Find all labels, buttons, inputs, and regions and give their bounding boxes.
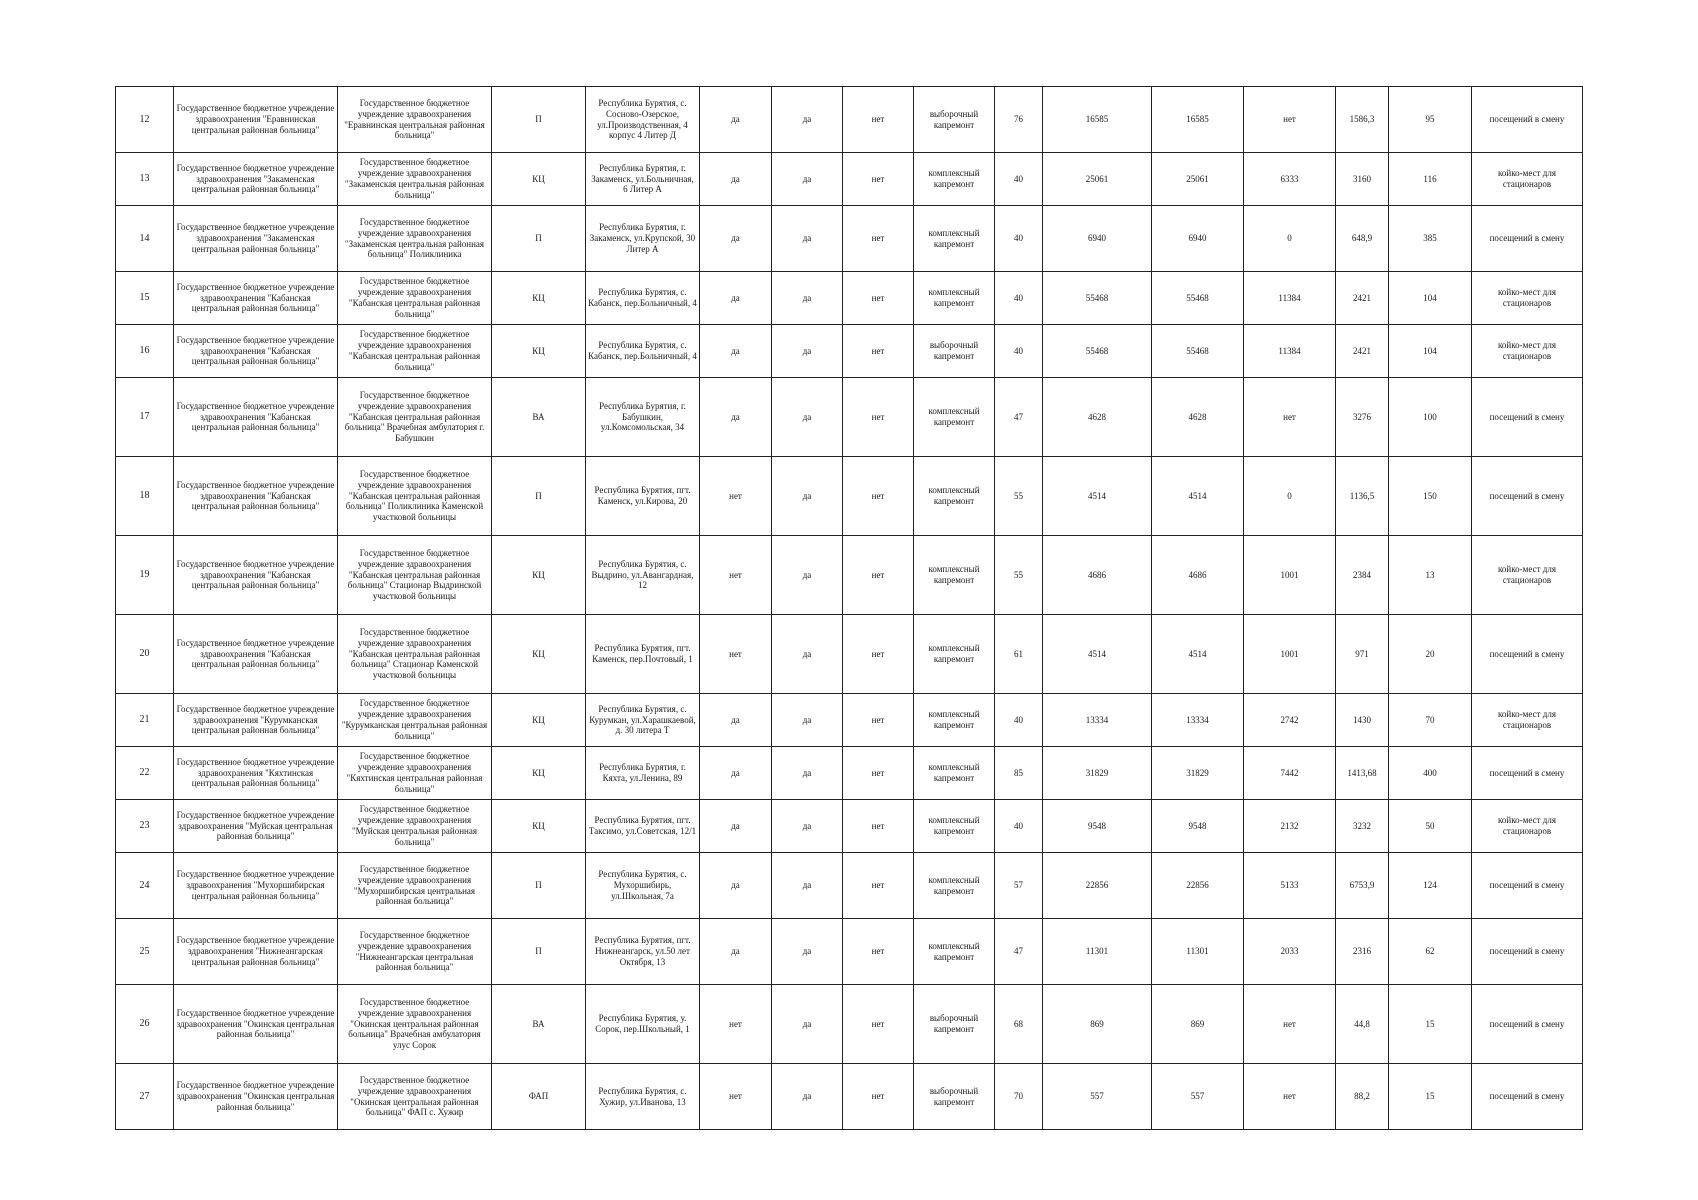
cell-c2: да — [772, 536, 843, 615]
cell-c1: да — [700, 747, 772, 800]
cell-wear: 40 — [995, 272, 1043, 325]
cell-address: Республика Бурятия, с. Сосново-Озерское, ул.Производственная, 4 корпус 4 Литер Д — [586, 87, 700, 153]
cell-address: Республика Бурятия, с. Выдрино, ул.Авангардная, 12 — [586, 536, 700, 615]
table-body — [116, 87, 1583, 1130]
cell-facility: Государственное бюджетное учреждение здравоохранения "Кабанская центральная районная больница" — [338, 272, 492, 325]
cell-v1: 9548 — [1043, 800, 1152, 853]
cell-facility: Государственное бюджетное учреждение здравоохранения "Кяхтинская центральная районная больница" — [338, 747, 492, 800]
cell-facility: Государственное бюджетное учреждение здравоохранения "Кабанская центральная районная больница" Поликлиника Каменской участковой больницы — [338, 457, 492, 536]
table-row — [116, 1064, 1583, 1130]
cell-c2: да — [772, 800, 843, 853]
cell-area: 648,9 — [1336, 206, 1389, 272]
cell-v1: 22856 — [1043, 853, 1152, 919]
cell-v1: 55468 — [1043, 325, 1152, 378]
table-row — [116, 694, 1583, 747]
cell-c1: да — [700, 206, 772, 272]
cell-no: 13 — [116, 153, 174, 206]
table-row — [116, 615, 1583, 694]
table-row — [116, 536, 1583, 615]
cell-address: Республика Бурятия, г. Кяхта, ул.Ленина, 89 — [586, 747, 700, 800]
cell-work: комплексный капремонт — [914, 536, 995, 615]
cell-v1: 869 — [1043, 985, 1152, 1064]
table-row — [116, 985, 1583, 1064]
cell-c1: да — [700, 378, 772, 457]
cell-holder: Государственное бюджетное учреждение здравоохранения "Мухоршибирская центральная районная больница" — [174, 853, 338, 919]
cell-v3: 11384 — [1244, 325, 1336, 378]
cell-cap: 15 — [1389, 985, 1472, 1064]
cell-holder: Государственное бюджетное учреждение здравоохранения "Нижнеангарская центральная районная больница" — [174, 919, 338, 985]
cell-c3: нет — [843, 694, 914, 747]
table-row — [116, 153, 1583, 206]
cell-v2: 6940 — [1152, 206, 1244, 272]
cell-v2: 11301 — [1152, 919, 1244, 985]
table-row — [116, 378, 1583, 457]
cell-type: ФАП — [492, 1064, 586, 1130]
cell-c2: да — [772, 153, 843, 206]
cell-v2: 31829 — [1152, 747, 1244, 800]
cell-facility: Государственное бюджетное учреждение здравоохранения "Курумканская центральная районная больница" — [338, 694, 492, 747]
cell-c2: да — [772, 1064, 843, 1130]
cell-area: 6753,9 — [1336, 853, 1389, 919]
cell-cap: 70 — [1389, 694, 1472, 747]
cell-type: КЦ — [492, 747, 586, 800]
cell-facility: Государственное бюджетное учреждение здравоохранения "Еравнинская центральная районная больница" — [338, 87, 492, 153]
cell-work: выборочный капремонт — [914, 87, 995, 153]
cell-wear: 55 — [995, 536, 1043, 615]
cell-v3: 2742 — [1244, 694, 1336, 747]
cell-c1: да — [700, 87, 772, 153]
cell-facility: Государственное бюджетное учреждение здравоохранения "Закаменская центральная районная больница" — [338, 153, 492, 206]
cell-no: 24 — [116, 853, 174, 919]
cell-address: Республика Бурятия, с. Кабанск, пер.Больничный, 4 — [586, 325, 700, 378]
cell-c3: нет — [843, 206, 914, 272]
table-row — [116, 272, 1583, 325]
cell-c1: да — [700, 153, 772, 206]
cell-c2: да — [772, 985, 843, 1064]
cell-facility: Государственное бюджетное учреждение здравоохранения "Кабанская центральная районная больница" Стационар Каменской участковой больницы — [338, 615, 492, 694]
cell-v2: 4514 — [1152, 457, 1244, 536]
cell-v1: 11301 — [1043, 919, 1152, 985]
cell-v2: 4686 — [1152, 536, 1244, 615]
cell-work: выборочный капремонт — [914, 985, 995, 1064]
table-row — [116, 800, 1583, 853]
cell-c3: нет — [843, 536, 914, 615]
cell-work: комплексный капремонт — [914, 153, 995, 206]
cell-v1: 557 — [1043, 1064, 1152, 1130]
cell-wear: 55 — [995, 457, 1043, 536]
cell-v3: нет — [1244, 1064, 1336, 1130]
cell-wear: 68 — [995, 985, 1043, 1064]
cell-no: 12 — [116, 87, 174, 153]
cell-type: КЦ — [492, 325, 586, 378]
cell-c2: да — [772, 919, 843, 985]
cell-v1: 6940 — [1043, 206, 1152, 272]
cell-address: Республика Бурятия, г. Закаменск, ул.Больничная, 6 Литер А — [586, 153, 700, 206]
cell-holder: Государственное бюджетное учреждение здравоохранения "Кабанская центральная районная больница" — [174, 378, 338, 457]
cell-area: 1430 — [1336, 694, 1389, 747]
cell-holder: Государственное бюджетное учреждение здравоохранения "Кабанская центральная районная больница" — [174, 536, 338, 615]
cell-type: КЦ — [492, 800, 586, 853]
cell-address: Республика Бурятия, пгт. Каменск, ул.Кирова, 20 — [586, 457, 700, 536]
cell-unit: посещений в смену — [1472, 378, 1583, 457]
cell-c1: нет — [700, 536, 772, 615]
cell-address: Республика Бурятия, с. Кабанск, пер.Больничный, 4 — [586, 272, 700, 325]
cell-c1: нет — [700, 615, 772, 694]
cell-facility: Государственное бюджетное учреждение здравоохранения "Нижнеангарская центральная районная больница" — [338, 919, 492, 985]
cell-unit: посещений в смену — [1472, 87, 1583, 153]
cell-c3: нет — [843, 272, 914, 325]
cell-unit: койко-мест для стационаров — [1472, 153, 1583, 206]
cell-v1: 4514 — [1043, 615, 1152, 694]
cell-cap: 104 — [1389, 272, 1472, 325]
cell-no: 16 — [116, 325, 174, 378]
cell-type: П — [492, 853, 586, 919]
cell-v2: 557 — [1152, 1064, 1244, 1130]
cell-wear: 85 — [995, 747, 1043, 800]
cell-v3: 11384 — [1244, 272, 1336, 325]
cell-wear: 47 — [995, 378, 1043, 457]
cell-work: выборочный капремонт — [914, 1064, 995, 1130]
cell-type: ВА — [492, 985, 586, 1064]
cell-facility: Государственное бюджетное учреждение здравоохранения "Мухоршибирская центральная районная больница" — [338, 853, 492, 919]
cell-address: Республика Бурятия, пгт. Нижнеангарск, ул.50 лет Октября, 13 — [586, 919, 700, 985]
cell-c1: нет — [700, 1064, 772, 1130]
cell-unit: койко-мест для стационаров — [1472, 800, 1583, 853]
cell-v2: 9548 — [1152, 800, 1244, 853]
cell-facility: Государственное бюджетное учреждение здравоохранения "Кабанская центральная районная больница" Врачебная амбулатория г. Бабушкин — [338, 378, 492, 457]
cell-holder: Государственное бюджетное учреждение здравоохранения "Закаменская центральная районная больница" — [174, 206, 338, 272]
cell-v3: нет — [1244, 87, 1336, 153]
cell-v3: 6333 — [1244, 153, 1336, 206]
cell-type: П — [492, 919, 586, 985]
cell-v3: 1001 — [1244, 615, 1336, 694]
cell-cap: 400 — [1389, 747, 1472, 800]
cell-holder: Государственное бюджетное учреждение здравоохранения "Кабанская центральная районная больница" — [174, 615, 338, 694]
table-row — [116, 325, 1583, 378]
cell-facility: Государственное бюджетное учреждение здравоохранения "Окинская центральная районная больница" Врачебная амбулатория улус Сорок — [338, 985, 492, 1064]
cell-c3: нет — [843, 853, 914, 919]
cell-facility: Государственное бюджетное учреждение здравоохранения "Муйская центральная районная больница" — [338, 800, 492, 853]
cell-area: 2316 — [1336, 919, 1389, 985]
cell-c1: да — [700, 325, 772, 378]
cell-unit: посещений в смену — [1472, 457, 1583, 536]
cell-address: Республика Бурятия, с. Мухоршибирь, ул.Школьная, 7а — [586, 853, 700, 919]
table-row — [116, 853, 1583, 919]
cell-v2: 55468 — [1152, 325, 1244, 378]
cell-v1: 4628 — [1043, 378, 1152, 457]
cell-type: КЦ — [492, 153, 586, 206]
cell-c1: да — [700, 694, 772, 747]
cell-wear: 40 — [995, 694, 1043, 747]
cell-area: 2384 — [1336, 536, 1389, 615]
cell-area: 2421 — [1336, 325, 1389, 378]
cell-no: 21 — [116, 694, 174, 747]
cell-cap: 13 — [1389, 536, 1472, 615]
cell-work: комплексный капремонт — [914, 206, 995, 272]
cell-area: 3276 — [1336, 378, 1389, 457]
cell-wear: 57 — [995, 853, 1043, 919]
cell-cap: 100 — [1389, 378, 1472, 457]
cell-wear: 61 — [995, 615, 1043, 694]
facilities-table — [115, 86, 1583, 1130]
cell-unit: посещений в смену — [1472, 615, 1583, 694]
cell-c2: да — [772, 378, 843, 457]
cell-area: 44,8 — [1336, 985, 1389, 1064]
cell-c3: нет — [843, 1064, 914, 1130]
cell-type: КЦ — [492, 272, 586, 325]
cell-unit: посещений в смену — [1472, 1064, 1583, 1130]
cell-c1: да — [700, 853, 772, 919]
cell-cap: 124 — [1389, 853, 1472, 919]
cell-c1: да — [700, 919, 772, 985]
cell-c3: нет — [843, 747, 914, 800]
cell-address: Республика Бурятия, у. Сорок, пер.Школьный, 1 — [586, 985, 700, 1064]
cell-cap: 62 — [1389, 919, 1472, 985]
cell-wear: 70 — [995, 1064, 1043, 1130]
cell-v1: 13334 — [1043, 694, 1152, 747]
cell-v2: 16585 — [1152, 87, 1244, 153]
cell-c2: да — [772, 853, 843, 919]
cell-v3: 0 — [1244, 457, 1336, 536]
cell-c3: нет — [843, 919, 914, 985]
cell-v3: 0 — [1244, 206, 1336, 272]
cell-c3: нет — [843, 378, 914, 457]
cell-unit: посещений в смену — [1472, 919, 1583, 985]
cell-no: 15 — [116, 272, 174, 325]
cell-no: 20 — [116, 615, 174, 694]
cell-work: выборочный капремонт — [914, 325, 995, 378]
cell-area: 3232 — [1336, 800, 1389, 853]
cell-area: 1413,68 — [1336, 747, 1389, 800]
cell-unit: койко-мест для стационаров — [1472, 536, 1583, 615]
cell-holder: Государственное бюджетное учреждение здравоохранения "Кабанская центральная районная больница" — [174, 457, 338, 536]
cell-v1: 25061 — [1043, 153, 1152, 206]
cell-holder: Государственное бюджетное учреждение здравоохранения "Курумканская центральная районная больница" — [174, 694, 338, 747]
cell-type: П — [492, 206, 586, 272]
cell-cap: 104 — [1389, 325, 1472, 378]
cell-work: комплексный капремонт — [914, 378, 995, 457]
cell-area: 88,2 — [1336, 1064, 1389, 1130]
cell-c2: да — [772, 615, 843, 694]
cell-v3: 5133 — [1244, 853, 1336, 919]
cell-no: 25 — [116, 919, 174, 985]
cell-unit: посещений в смену — [1472, 853, 1583, 919]
cell-wear: 40 — [995, 325, 1043, 378]
cell-v2: 4628 — [1152, 378, 1244, 457]
cell-c1: да — [700, 800, 772, 853]
cell-holder: Государственное бюджетное учреждение здравоохранения "Муйская центральная районная больница" — [174, 800, 338, 853]
cell-no: 22 — [116, 747, 174, 800]
cell-work: комплексный капремонт — [914, 800, 995, 853]
cell-c3: нет — [843, 615, 914, 694]
cell-wear: 47 — [995, 919, 1043, 985]
cell-address: Республика Бурятия, г. Бабушкин, ул.Комсомольская, 34 — [586, 378, 700, 457]
cell-holder: Государственное бюджетное учреждение здравоохранения "Кабанская центральная районная больница" — [174, 325, 338, 378]
cell-address: Республика Бурятия, г. Закаменск, ул.Крупской, 30 Литер А — [586, 206, 700, 272]
cell-wear: 76 — [995, 87, 1043, 153]
cell-holder: Государственное бюджетное учреждение здравоохранения "Кабанская центральная районная больница" — [174, 272, 338, 325]
cell-cap: 385 — [1389, 206, 1472, 272]
cell-area: 3160 — [1336, 153, 1389, 206]
cell-c1: да — [700, 272, 772, 325]
cell-holder: Государственное бюджетное учреждение здравоохранения "Закаменская центральная районная больница" — [174, 153, 338, 206]
cell-no: 14 — [116, 206, 174, 272]
cell-area: 971 — [1336, 615, 1389, 694]
cell-wear: 40 — [995, 153, 1043, 206]
cell-area: 1136,5 — [1336, 457, 1389, 536]
cell-v1: 4514 — [1043, 457, 1152, 536]
cell-v3: 2033 — [1244, 919, 1336, 985]
cell-v3: 1001 — [1244, 536, 1336, 615]
cell-facility: Государственное бюджетное учреждение здравоохранения "Кабанская центральная районная больница" Стационар Выдринской участковой больницы — [338, 536, 492, 615]
cell-cap: 95 — [1389, 87, 1472, 153]
cell-address: Республика Бурятия, пгт. Таксимо, ул.Советская, 12/1 — [586, 800, 700, 853]
cell-c3: нет — [843, 800, 914, 853]
cell-c2: да — [772, 206, 843, 272]
cell-area: 1586,3 — [1336, 87, 1389, 153]
cell-work: комплексный капремонт — [914, 919, 995, 985]
cell-v2: 13334 — [1152, 694, 1244, 747]
cell-no: 27 — [116, 1064, 174, 1130]
cell-no: 18 — [116, 457, 174, 536]
cell-address: Республика Бурятия, с. Курумкан, ул.Харашкаевой, д. 30 литера Т — [586, 694, 700, 747]
cell-facility: Государственное бюджетное учреждение здравоохранения "Закаменская центральная районная больница" Поликлиника — [338, 206, 492, 272]
cell-area: 2421 — [1336, 272, 1389, 325]
cell-c3: нет — [843, 153, 914, 206]
cell-v1: 55468 — [1043, 272, 1152, 325]
cell-type: П — [492, 87, 586, 153]
cell-holder: Государственное бюджетное учреждение здравоохранения "Кяхтинская центральная районная больница" — [174, 747, 338, 800]
cell-type: ВА — [492, 378, 586, 457]
cell-unit: койко-мест для стационаров — [1472, 325, 1583, 378]
table-row — [116, 747, 1583, 800]
cell-c3: нет — [843, 985, 914, 1064]
cell-address: Республика Бурятия, пгт. Каменск, пер.Почтовый, 1 — [586, 615, 700, 694]
cell-v3: 2132 — [1244, 800, 1336, 853]
cell-work: комплексный капремонт — [914, 615, 995, 694]
cell-c2: да — [772, 325, 843, 378]
cell-v3: нет — [1244, 985, 1336, 1064]
cell-no: 26 — [116, 985, 174, 1064]
cell-c2: да — [772, 87, 843, 153]
cell-type: КЦ — [492, 694, 586, 747]
cell-v1: 16585 — [1043, 87, 1152, 153]
cell-v2: 25061 — [1152, 153, 1244, 206]
cell-cap: 15 — [1389, 1064, 1472, 1130]
cell-c1: нет — [700, 985, 772, 1064]
cell-facility: Государственное бюджетное учреждение здравоохранения "Окинская центральная районная больница" ФАП с. Хужир — [338, 1064, 492, 1130]
cell-c1: нет — [700, 457, 772, 536]
table-row — [116, 206, 1583, 272]
cell-unit: койко-мест для стационаров — [1472, 272, 1583, 325]
cell-cap: 116 — [1389, 153, 1472, 206]
cell-type: КЦ — [492, 536, 586, 615]
cell-unit: посещений в смену — [1472, 206, 1583, 272]
cell-work: комплексный капремонт — [914, 272, 995, 325]
cell-work: комплексный капремонт — [914, 747, 995, 800]
cell-holder: Государственное бюджетное учреждение здравоохранения "Еравнинская центральная районная больница" — [174, 87, 338, 153]
table-row — [116, 919, 1583, 985]
cell-c2: да — [772, 747, 843, 800]
cell-type: П — [492, 457, 586, 536]
cell-work: комплексный капремонт — [914, 694, 995, 747]
cell-c3: нет — [843, 325, 914, 378]
cell-work: комплексный капремонт — [914, 853, 995, 919]
cell-v3: 7442 — [1244, 747, 1336, 800]
cell-wear: 40 — [995, 206, 1043, 272]
table-row — [116, 457, 1583, 536]
cell-unit: койко-мест для стационаров — [1472, 694, 1583, 747]
cell-no: 17 — [116, 378, 174, 457]
cell-holder: Государственное бюджетное учреждение здравоохранения "Окинская центральная районная больница" — [174, 985, 338, 1064]
cell-c2: да — [772, 694, 843, 747]
cell-wear: 40 — [995, 800, 1043, 853]
cell-holder: Государственное бюджетное учреждение здравоохранения "Окинская центральная районная больница" — [174, 1064, 338, 1130]
cell-c2: да — [772, 272, 843, 325]
cell-v2: 869 — [1152, 985, 1244, 1064]
cell-c2: да — [772, 457, 843, 536]
cell-c3: нет — [843, 457, 914, 536]
cell-v1: 4686 — [1043, 536, 1152, 615]
cell-v2: 55468 — [1152, 272, 1244, 325]
cell-no: 23 — [116, 800, 174, 853]
cell-type: КЦ — [492, 615, 586, 694]
cell-v3: нет — [1244, 378, 1336, 457]
cell-c3: нет — [843, 87, 914, 153]
cell-cap: 150 — [1389, 457, 1472, 536]
cell-address: Республика Бурятия, с. Хужир, ул.Иванова, 13 — [586, 1064, 700, 1130]
cell-work: комплексный капремонт — [914, 457, 995, 536]
cell-cap: 20 — [1389, 615, 1472, 694]
cell-cap: 50 — [1389, 800, 1472, 853]
cell-v2: 4514 — [1152, 615, 1244, 694]
cell-no: 19 — [116, 536, 174, 615]
cell-v2: 22856 — [1152, 853, 1244, 919]
cell-unit: посещений в смену — [1472, 747, 1583, 800]
table-row — [116, 87, 1583, 153]
cell-unit: посещений в смену — [1472, 985, 1583, 1064]
cell-v1: 31829 — [1043, 747, 1152, 800]
cell-facility: Государственное бюджетное учреждение здравоохранения "Кабанская центральная районная больница" — [338, 325, 492, 378]
